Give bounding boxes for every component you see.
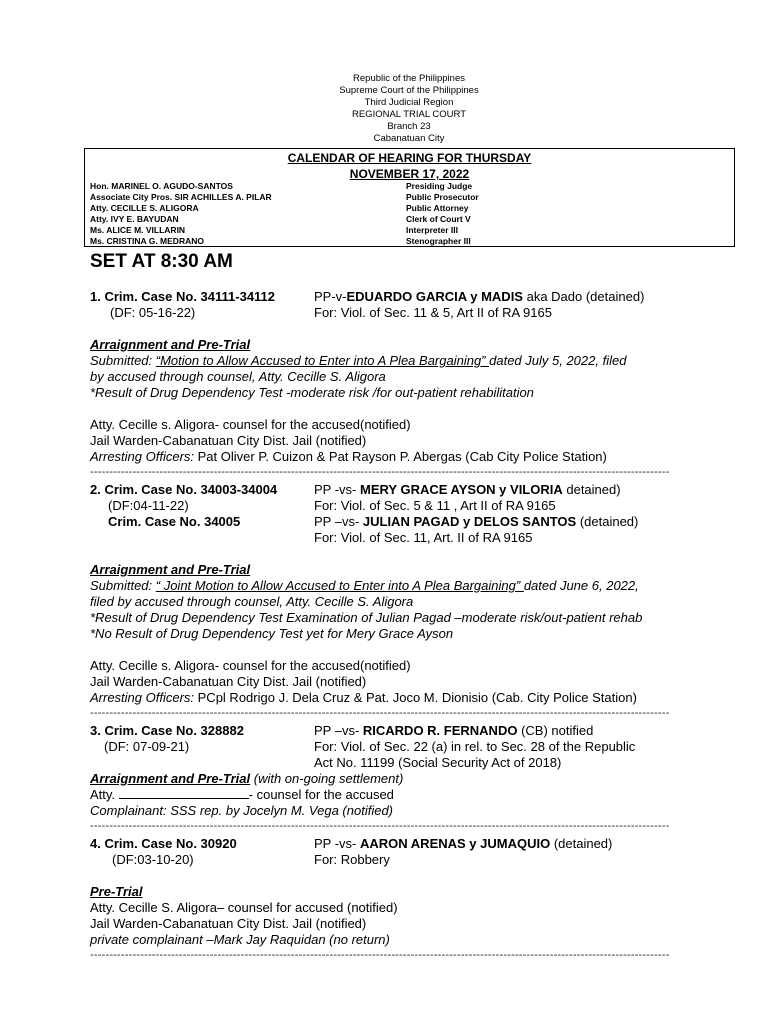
jail-warden: Jail Warden-Cabanatuan City Dist. Jail (notified)	[90, 916, 367, 931]
separator: ------------------------------------------------------------------------------------------------------------------------------------------------------	[90, 820, 670, 832]
counsel: Atty. Cecille s. Aligora- counsel for the accused(notified)	[90, 417, 411, 432]
date-filed: (DF:03-10-20)	[112, 852, 194, 867]
proceeding-heading: Arraignment and Pre-Trial (with on-going settlement)	[90, 771, 404, 786]
header-line: Cabanatuan City	[373, 133, 445, 144]
staff-role: Public Prosecutor	[406, 192, 479, 202]
case-charge: For: Viol. of Sec. 11 & 5, Art II of RA 9165	[314, 305, 552, 320]
staff-role: Presiding Judge	[406, 181, 473, 191]
case-parties: PP –vs- RICARDO R. FERNANDO (CB) notified	[314, 723, 594, 738]
staff-role: Stenographer III	[406, 236, 471, 246]
separator: ------------------------------------------------------------------------------------------------------------------------------------------------------	[90, 949, 670, 961]
staff-role: Public Attorney	[406, 203, 469, 213]
calendar-date: NOVEMBER 17, 2022	[349, 167, 470, 181]
date-filed: (DF: 07-09-21)	[104, 739, 190, 754]
test-result: *No Result of Drug Dependency Test yet for Mery Grace Ayson	[90, 626, 454, 641]
submitted-motion-cont: by accused through counsel, Atty. Cecille S. Aligora	[90, 369, 386, 384]
case-number: 2. Crim. Case No. 34003-34004	[90, 482, 278, 497]
header-line: Republic of the Philippines	[353, 73, 465, 84]
counsel: Atty. - counsel for the accused	[90, 787, 394, 802]
staff-name: Ms. ALICE M. VILLARIN	[90, 225, 186, 235]
proceeding-heading: Arraignment and Pre-Trial	[90, 562, 251, 577]
submitted-motion: Submitted: “ Joint Motion to Allow Accused to Enter into A Plea Bargaining” dated June 6, 2022,	[90, 578, 639, 593]
submitted-motion: Submitted: “Motion to Allow Accused to Enter into A Plea Bargaining” dated July 5, 2022, filed	[90, 353, 627, 368]
separator: ------------------------------------------------------------------------------------------------------------------------------------------------------	[90, 707, 670, 719]
case-parties: PP -vs- AARON ARENAS y JUMAQUIO (detained)	[314, 836, 613, 851]
case-number: 3. Crim. Case No. 328882	[90, 723, 244, 738]
counsel: Atty. Cecille s. Aligora- counsel for the accused(notified)	[90, 658, 411, 673]
header-line: Supreme Court of the Philippines	[339, 85, 479, 96]
staff-role: Clerk of Court V	[406, 214, 471, 224]
blank-line	[119, 787, 249, 799]
case-number: 4. Crim. Case No. 30920	[90, 836, 237, 851]
staff-name: Atty. IVY E. BAYUDAN	[90, 214, 179, 224]
case-charge-cont: Act No. 11199 (Social Security Act of 2018)	[314, 755, 562, 770]
jail-warden: Jail Warden-Cabanatuan City Dist. Jail (notified)	[90, 433, 367, 448]
proceeding-heading: Pre-Trial	[90, 884, 143, 899]
test-result: *Result of Drug Dependency Test Examination of Julian Pagad –moderate risk/out-patient rehab	[90, 610, 643, 625]
staff-name: Hon. MARINEL O. AGUDO-SANTOS	[90, 181, 233, 191]
date-filed: (DF:04-11-22)	[108, 498, 189, 513]
separator: ------------------------------------------------------------------------------------------------------------------------------------------------------	[90, 466, 670, 478]
case-charge: For: Robbery	[314, 852, 390, 867]
header-line: REGIONAL TRIAL COURT	[351, 109, 467, 120]
case-parties: PP –vs- JULIAN PAGAD y DELOS SANTOS (detained)	[314, 514, 639, 529]
staff-role: Interpreter III	[406, 225, 458, 235]
case-parties: PP-v-EDUARDO GARCIA y MADIS aka Dado (detained)	[314, 289, 645, 304]
calendar-title: CALENDAR OF HEARING FOR THURSDAY	[287, 151, 532, 165]
test-result: *Result of Drug Dependency Test -moderate risk /for out-patient rehabilitation	[90, 385, 534, 400]
complainant: Complainant: SSS rep. by Jocelyn M. Vega (notified)	[90, 803, 393, 818]
case-charge: For: Viol. of Sec. 22 (a) in rel. to Sec. 28 of the Republic	[314, 739, 636, 754]
proceeding-heading: Arraignment and Pre-Trial	[90, 337, 251, 352]
case-charge: For: Viol. of Sec. 11, Art. II of RA 9165	[314, 530, 533, 545]
case-charge: For: Viol. of Sec. 5 & 11 , Art II of RA 9165	[314, 498, 556, 513]
case-number: Crim. Case No. 34005	[108, 514, 241, 529]
complainant: private complainant –Mark Jay Raquidan (no return)	[90, 932, 390, 947]
arresting-officers: Arresting Officers: PCpl Rodrigo J. Dela Cruz & Pat. Joco M. Dionisio (Cab. City Police Station)	[90, 690, 637, 705]
case-parties: PP -vs- MERY GRACE AYSON y VILORIA detained)	[314, 482, 621, 497]
jail-warden: Jail Warden-Cabanatuan City Dist. Jail (notified)	[90, 674, 367, 689]
counsel: Atty. Cecille S. Aligora– counsel for accused (notified)	[90, 900, 398, 915]
date-filed: (DF: 05-16-22)	[110, 305, 196, 320]
staff-name: Atty. CECILLE S. ALIGORA	[90, 203, 199, 213]
case-number: 1. Crim. Case No. 34111-34112	[90, 289, 276, 304]
arresting-officers: Arresting Officers: Pat Oliver P. Cuizon & Pat Rayson P. Abergas (Cab City Police Station)	[90, 449, 607, 464]
header-line: Branch 23	[387, 121, 431, 132]
set-time-heading: SET AT 8:30 AM	[90, 251, 233, 272]
staff-name: Ms. CRISTINA G. MEDRANO	[90, 236, 204, 246]
header-line: Third Judicial Region	[364, 97, 454, 108]
staff-name: Associate City Pros. SIR ACHILLES A. PILAR	[90, 192, 272, 202]
submitted-motion-cont: filed by accused through counsel, Atty. Cecille S. Aligora	[90, 594, 414, 609]
